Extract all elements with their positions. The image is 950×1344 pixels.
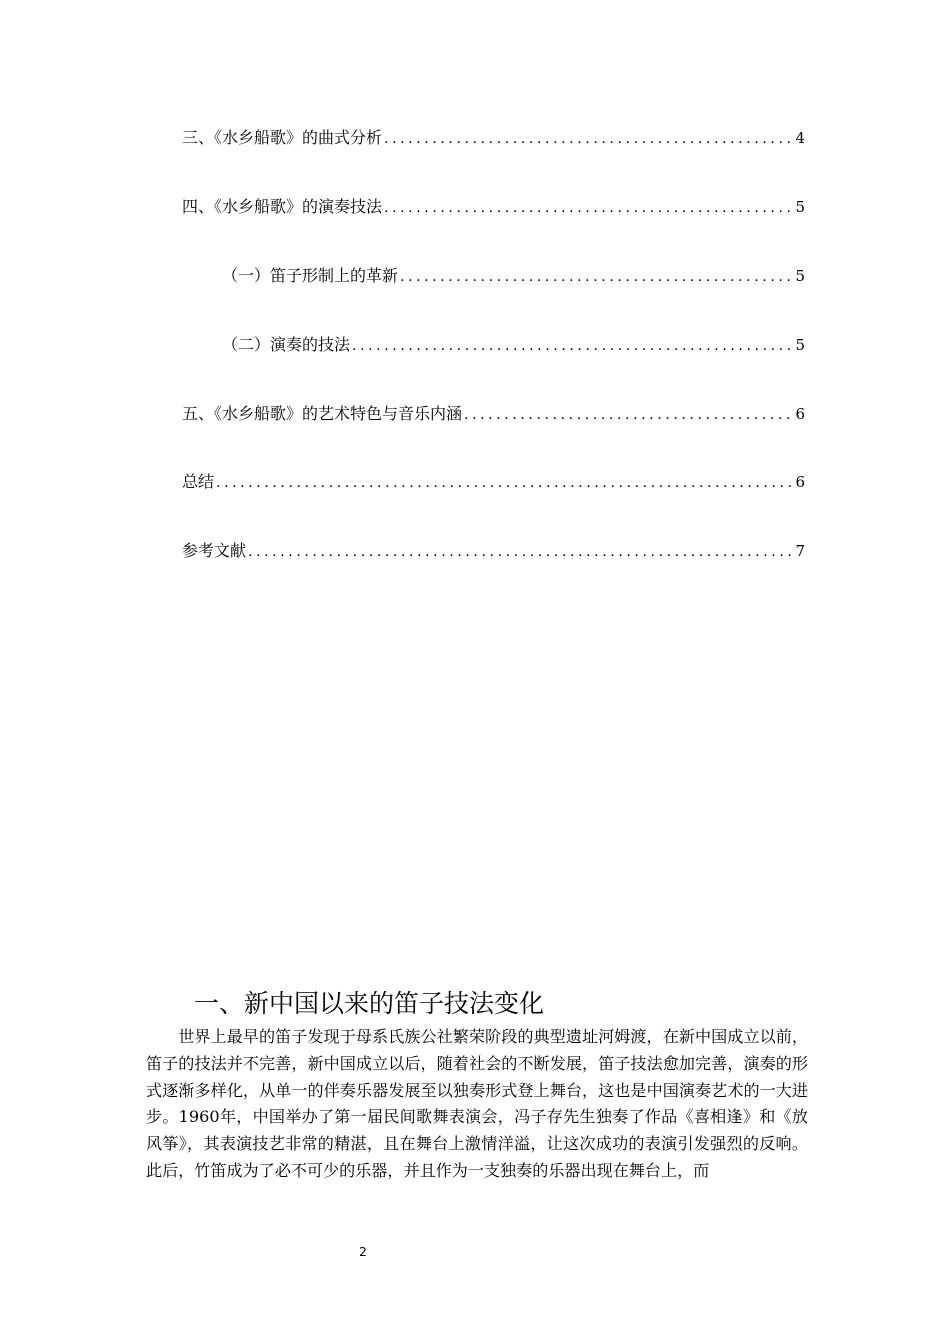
body-paragraph: 世界上最早的笛子发现于母系氏族公社繁荣阶段的典型遗址河姆渡，在新中国成立以前，笛子的技法并不完善，新中国成立以后，随着社会的不断发展，笛子技法愈加完善，演奏的形式逐渐多样化，从单一的伴奏乐器发展至以独奏形式登上舞台，这也是中国演奏艺术的一大进步。1960年，中国举办了第一届民间歌舞表演会，冯子存先生独奏了作品《喜相逢》和《放风筝》，其表演技艺非常的精湛，且在舞台上激情洋溢，让这次成功的表演引发强烈的反响。此后，竹笛成为了必不可少的乐器，并且作为一支独奏的乐器出现在舞台上，而 [146,1027,808,1180]
toc-entry-title: 四、《水乡船歌》的演奏技法 [182,197,383,216]
toc-entry[interactable] [222,334,805,357]
toc-entry-title: 总结 [182,472,215,491]
toc-entry[interactable] [182,540,805,563]
toc-entry-title: （二）演奏的技法 [222,335,351,354]
toc-entry[interactable] [182,196,805,219]
toc-dot-leader [216,472,793,494]
page-number: 2 [359,1245,367,1259]
toc-entry-page: 5 [795,267,805,285]
toc-entry-page: 6 [795,405,805,423]
toc-entry[interactable] [182,127,805,150]
toc-entry-page: 6 [795,473,805,491]
toc-entry-page: 7 [795,542,805,560]
toc-entry[interactable] [222,265,805,288]
toc-entry-title: 参考文献 [182,541,247,560]
toc-dot-leader [384,128,793,150]
toc-entry-page: 5 [795,198,805,216]
toc-dot-leader [352,335,793,357]
toc-dot-leader [400,266,793,288]
toc-entry-page: 5 [795,336,805,354]
toc-dot-leader [384,197,793,219]
toc-dot-leader [248,541,793,563]
toc-entry-title: 五、《水乡船歌》的艺术特色与音乐内涵 [182,404,463,423]
toc-dot-leader [464,404,793,426]
toc-entry-title: 三、《水乡船歌》的曲式分析 [182,128,383,147]
toc-entry[interactable] [182,403,805,426]
toc-entry-page: 4 [795,129,805,147]
section-heading: 一、新中国以来的笛子技法变化 [194,989,545,1018]
toc-entry[interactable] [182,471,805,494]
toc-entry-title: （一）笛子形制上的革新 [222,266,399,285]
